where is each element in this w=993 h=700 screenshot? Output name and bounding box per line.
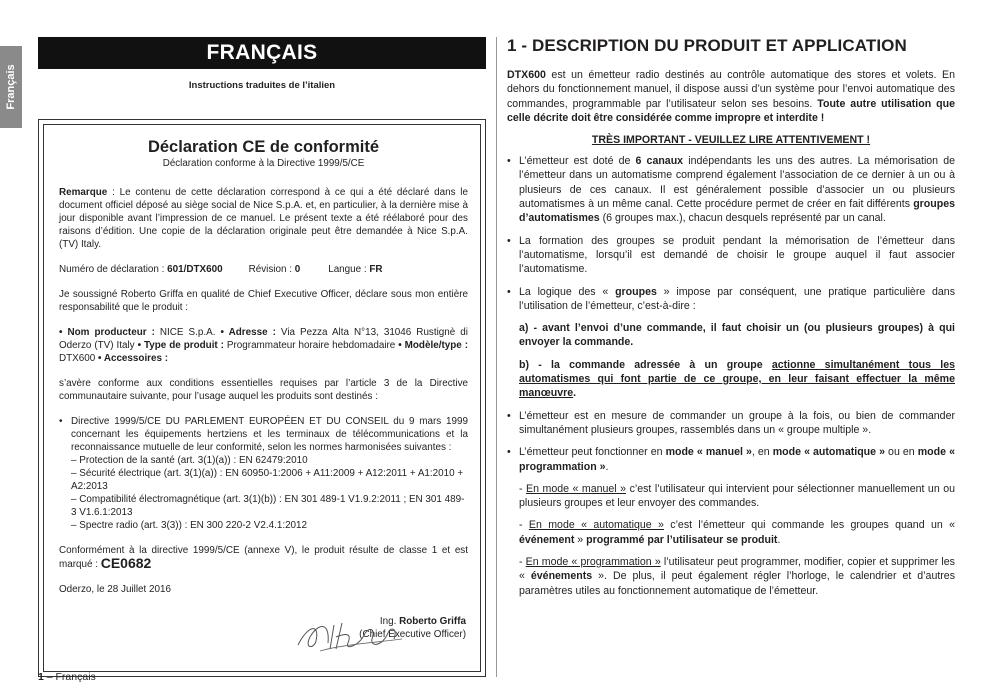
translation-note: Instructions traduites de l’italien: [188, 80, 336, 91]
left-column: [38, 37, 486, 640]
page-footer: 1 – Français: [38, 671, 96, 683]
declaration-subtitle: Déclaration conforme à la Directive 1999/5/CE: [162, 158, 365, 169]
declaration-number: Numéro de déclaration : 601/DTX600 Révision : 0 Langue : FR: [59, 264, 383, 275]
mode-manual: - En mode « manuel » c’est l’utilisateur qui intervient pour sélectionner manuellement un ou plusieurs groupes et leur envoyer des commandes.: [519, 482, 955, 510]
directive-item: • Directive 1999/5/CE DU PARLEMENT EUROPÉEN ET DU CONSEIL du 9 mars 1999 concernant les équipements hertziens et les terminaux de télécommunications et la reconnaissance mutuelle de leur conformité, selon les normes harmonisées suivantes : – Protection de la santé (art. 3(1)(a)) : EN 62479:2010 – Sécurité électrique (art. 3(1)(a)) : EN 60950-1:2006 + A11:2009 + A12:2011 + A1:2010 + A2:2013 – Compatibilité électromagnétique (art. 3(1)(b)) : EN 301 489-1 V1.9.2:2011 ; EN 301 489-3 V1.6.1:2013 – Spectre radio (art. 3(3)) : EN 300 220-2 V2.4.1:2012: [59, 416, 468, 531]
signatory-name: Roberto Griffa: [399, 616, 466, 627]
declaration-box: [38, 119, 486, 677]
bullet-groups-formation: • La formation des groupes se produit pendant la mémorisation de l’émetteur dans l’automatisme, lorsqu’il est demandé de choisir le groupe auquel il faut associer l’automatisme.: [507, 234, 955, 276]
language-side-tab: [0, 46, 22, 128]
bullet-multiple-group: • L’émetteur est en mesure de commander un groupe à la fois, ou bien de commander simultanément plusieurs groupes, rassemblés dans un « groupe multiple ».: [507, 409, 955, 436]
bullet-groups-logic: • La logique des « groupes » impose par conséquent, une pratique particulière dans l’utilisation de l’émetteur, c’est-à-dire :: [507, 285, 955, 312]
signature-block: Ing. Roberto Griffa (Chief Executive Officer): [359, 616, 466, 640]
side-tab-label: Français: [5, 64, 17, 110]
declaration-title: Déclaration CE de conformité: [147, 138, 380, 156]
class-statement: Conformément à la directive 1999/5/CE (annexe V), le produit résulte de classe 1 et est marqué : CE0682: [59, 545, 468, 571]
bullet-channels: • L’émetteur est doté de 6 canaux indépendants les uns des autres. La mémorisation de l’émetteur dans un automatisme comprend également l’association de ce dernier à un ou à plusieurs de ces canaux. Il est généralement possible d’associer un ou plusieurs automatismes à un même canal. Cette procédure permet de créer en fait différents groupes d’automatismes (6 groupes max.), chacun desquels représenté par un canal.: [507, 155, 955, 225]
notified-body-number: 0682: [120, 555, 152, 571]
rule-b: b) - la commande adressée à un groupe actionne simultanément tous les automatismes qui font partie de ce groupe, en leur faisant effectuer la même manœuvre.: [519, 358, 955, 400]
norm-emc: – Compatibilité électromagnétique (art. 3(1)(b)) : EN 301 489-1 V1.9.2:2011 ; EN 301 489-3 V1.6.1:2013: [71, 494, 465, 518]
section-heading: 1 - DESCRIPTION DU PRODUIT ET APPLICATION: [507, 36, 907, 55]
norm-electrical: – Sécurité électrique (art. 3(1)(a)) : EN 60950-1:2006 + A11:2009 + A12:2011 + A1:2010 + A2:2013: [71, 468, 464, 492]
remarque-paragraph: Remarque : Le contenu de cette déclaration correspond à ce qui a été déclaré dans le document officiel déposé au siège social de Nice S.p.A. et, en particulier, à la dernière mise à jour disponible avant l’impression de ce manuel. Le présent texte a été réélaboré pour des raisons d’édition. Une copie de la déclaration originale peut être demandée à Nice S.p.A. (TV) Italy.: [59, 187, 468, 250]
mode-programming: - En mode « programmation » l’utilisateur peut programmer, modifier, copier et supprimer les « événements ». De plus, il peut également régler l’horloge, le calendrier et d’autres paramètres utiles au fonctionnement automatique de l’émetteur.: [519, 556, 955, 597]
rule-a: a) - avant l’envoi d’une commande, il faut choisir un (ou plusieurs groupes) à qui envoyer la commande.: [519, 322, 955, 349]
bullet-modes: • L’émetteur peut fonctionner en mode « manuel », en mode « automatique » ou en mode « programmation ».: [507, 446, 955, 473]
product-info: • Nom producteur : NICE S.p.A. • Adresse : Via Pezza Alta N°13, 31046 Rustignè di Oderzo (TV) Italy • Type de produit : Programmateur horaire hebdomadaire • Modèle/type : DTX600 • Accessoires :: [59, 327, 468, 364]
page-number: 1: [38, 671, 44, 683]
column-divider: [496, 37, 497, 677]
norm-radio: – Spectre radio (art. 3(3)) : EN 300 220-2 V2.4.1:2012: [71, 520, 308, 531]
place-date: Oderzo, le 28 Juillet 2016: [59, 584, 171, 595]
signatory-statement: Je soussigné Roberto Griffa en qualité de Chief Executive Officer, déclare sous mon entière responsabilité que le produit :: [59, 289, 468, 313]
ce-mark-icon: CE: [100, 555, 121, 571]
signatory-role: (Chief Executive Officer): [359, 629, 466, 640]
conformity-statement: s’avère conforme aux conditions essentielles requises par l’article 3 de la Directive communautaire suivante, pour l’usage auquel les produits sont destinés :: [59, 378, 468, 402]
mode-automatic: - En mode « automatique » c’est l’émetteur qui commande les groupes quand un « événement » programmé par l’utilisateur se produit.: [519, 519, 955, 546]
norm-health: – Protection de la santé (art. 3(1)(a)) : EN 62479:2010: [71, 455, 308, 466]
intro-paragraph: DTX600 est un émetteur radio destinés au contrôle automatique des stores et volets. En dehors du fonctionnement manuel, il dispose aussi d’un système pour l’envoi automatique des commandes, programmable par l’utilisateur selon ses besoins. Toute autre utilisation que celle décrite doit être considérée comme impropre et interdite !: [507, 69, 955, 124]
handwritten-signature: [290, 615, 410, 655]
language-banner: FRANÇAIS: [38, 37, 486, 69]
right-column: [507, 36, 955, 598]
important-notice: TRÈS IMPORTANT - VEUILLEZ LIRE ATTENTIVEMENT !: [591, 134, 871, 147]
